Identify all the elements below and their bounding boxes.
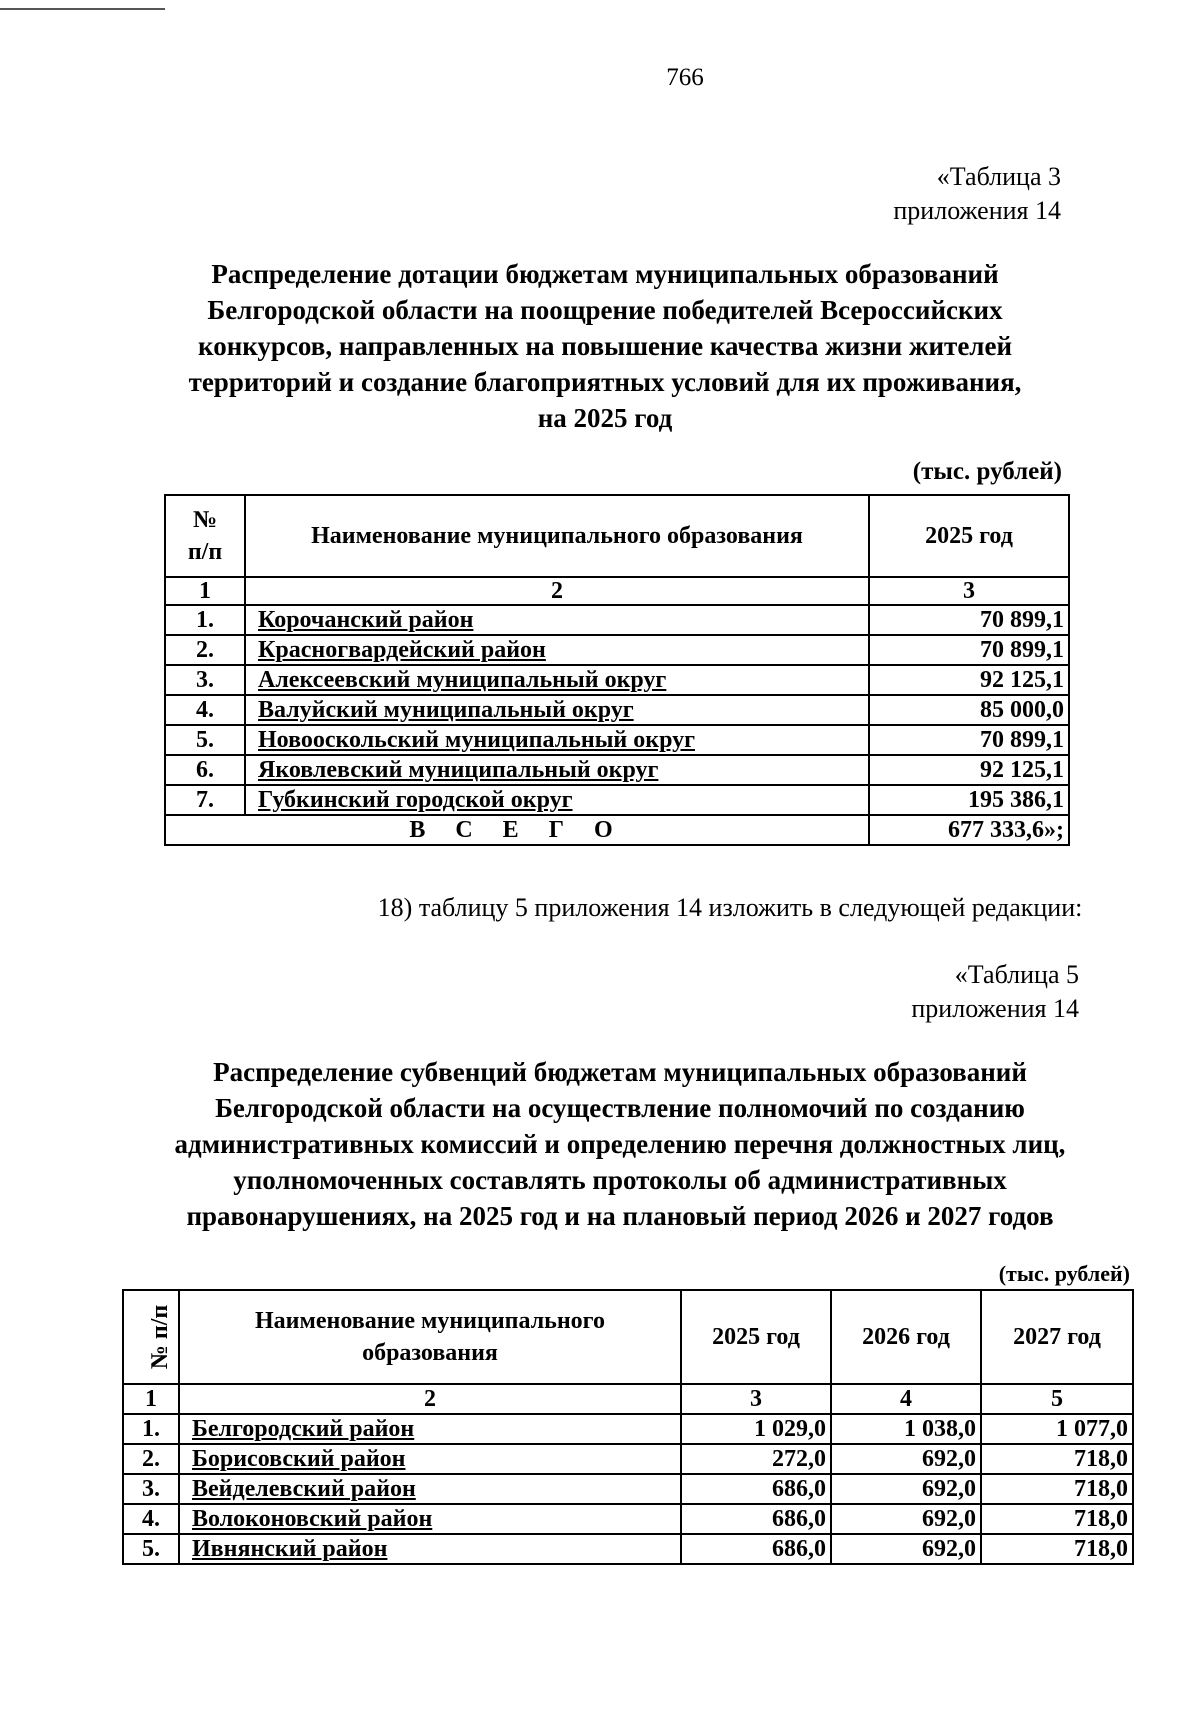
table-row xyxy=(165,605,1069,635)
table5-caption xyxy=(911,958,1079,1026)
row-num: 2. xyxy=(165,635,245,665)
row-num: 1. xyxy=(123,1414,179,1444)
total-value: 677 333,6»; xyxy=(869,815,1069,845)
row-name: Белгородский район xyxy=(179,1414,681,1444)
table-row xyxy=(123,1474,1133,1504)
table-row xyxy=(165,785,1069,815)
table-row xyxy=(165,695,1069,725)
row-value-2027: 718,0 xyxy=(981,1534,1133,1564)
index-cell: 5 xyxy=(981,1384,1133,1414)
table3-title-line: Белгородской области на поощрение победителей Всероссийских xyxy=(207,295,1003,325)
table5-title-line: Белгородской области на осуществление полномочий по созданию xyxy=(215,1093,1025,1123)
table3-caption-line1: «Таблица 3 xyxy=(936,162,1061,191)
row-name: Новооскольский муниципальный округ xyxy=(245,725,869,755)
row-value-2025: 686,0 xyxy=(681,1504,831,1534)
row-value-2025: 70 899,1 xyxy=(869,605,1069,635)
table3 xyxy=(164,494,1070,846)
row-value-2026: 692,0 xyxy=(831,1444,981,1474)
header-year-2025: 2025 год xyxy=(681,1290,831,1384)
table5-title-line: Распределение субвенций бюджетам муниципальных образований xyxy=(213,1057,1027,1087)
amendment-paragraph: 18) таблицу 5 приложения 14 изложить в следующей редакции: xyxy=(377,893,1083,922)
top-rule xyxy=(0,8,165,10)
row-value-2025: 195 386,1 xyxy=(869,785,1069,815)
row-value-2025: 70 899,1 xyxy=(869,635,1069,665)
table3-title-line: территорий и создание благоприятных условий для их проживания, xyxy=(188,367,1022,397)
index-cell: 4 xyxy=(831,1384,981,1414)
index-cell: 1 xyxy=(123,1384,179,1414)
index-cell: 2 xyxy=(179,1384,681,1414)
header-num xyxy=(123,1290,179,1384)
header-num-label: № п/п xyxy=(147,1304,174,1370)
row-num: 4. xyxy=(165,695,245,725)
table3-index-row xyxy=(165,577,1069,605)
row-num: 3. xyxy=(123,1474,179,1504)
row-value-2027: 718,0 xyxy=(981,1474,1133,1504)
header-name xyxy=(179,1290,681,1384)
row-value-2025: 92 125,1 xyxy=(869,665,1069,695)
table-row xyxy=(123,1534,1133,1564)
header-name-line1: Наименование муниципального xyxy=(255,1308,605,1334)
table-row xyxy=(123,1414,1133,1444)
row-name: Красногвардейский район xyxy=(245,635,869,665)
table5 xyxy=(122,1289,1134,1565)
table3-title xyxy=(160,256,1050,436)
row-num: 5. xyxy=(165,725,245,755)
table3-caption xyxy=(893,160,1061,228)
header-num-label: п/п xyxy=(187,539,223,565)
header-name: Наименование муниципального образования xyxy=(245,495,869,577)
table-row xyxy=(123,1444,1133,1474)
table5-caption-line1: «Таблица 5 xyxy=(954,960,1079,989)
index-cell: 1 xyxy=(165,577,245,605)
row-name: Ивнянский район xyxy=(179,1534,681,1564)
row-value-2025: 1 029,0 xyxy=(681,1414,831,1444)
row-value-2026: 692,0 xyxy=(831,1534,981,1564)
row-name: Губкинский городской округ xyxy=(245,785,869,815)
row-value-2025: 272,0 xyxy=(681,1444,831,1474)
row-value-2025: 686,0 xyxy=(681,1534,831,1564)
table3-title-line: Распределение дотации бюджетам муниципальных образований xyxy=(211,259,999,289)
row-value-2026: 1 038,0 xyxy=(831,1414,981,1444)
table-row xyxy=(165,635,1069,665)
row-value-2026: 692,0 xyxy=(831,1474,981,1504)
table3-unit: (тыс. рублей) xyxy=(912,458,1062,485)
table-row xyxy=(165,725,1069,755)
table5-caption-line2: приложения 14 xyxy=(911,994,1079,1023)
row-value-2025: 92 125,1 xyxy=(869,755,1069,785)
row-value-2027: 718,0 xyxy=(981,1504,1133,1534)
row-name: Корочанский район xyxy=(245,605,869,635)
header-name-line2: образования xyxy=(362,1340,498,1366)
row-num: 6. xyxy=(165,755,245,785)
table3-total-row xyxy=(165,815,1069,845)
row-name: Борисовский район xyxy=(179,1444,681,1474)
table5-header-row xyxy=(123,1290,1133,1384)
row-value-2025: 85 000,0 xyxy=(869,695,1069,725)
table-row xyxy=(123,1504,1133,1534)
table3-caption-line2: приложения 14 xyxy=(893,196,1061,225)
table-row xyxy=(165,755,1069,785)
row-name: Алексеевский муниципальный округ xyxy=(245,665,869,695)
row-num: 3. xyxy=(165,665,245,695)
table-row xyxy=(165,665,1069,695)
row-value-2025: 686,0 xyxy=(681,1474,831,1504)
total-label: В С Е Г О xyxy=(165,815,869,845)
row-value-2027: 718,0 xyxy=(981,1444,1133,1474)
index-cell: 3 xyxy=(681,1384,831,1414)
index-cell: 3 xyxy=(869,577,1069,605)
row-num: 5. xyxy=(123,1534,179,1564)
row-value-2025: 70 899,1 xyxy=(869,725,1069,755)
row-name: Волоконовский район xyxy=(179,1504,681,1534)
table5-title-line: правонарушениях, на 2025 год и на плановый период 2026 и 2027 годов xyxy=(186,1201,1054,1231)
header-year-2026: 2026 год xyxy=(831,1290,981,1384)
row-name: Яковлевский муниципальный округ xyxy=(245,755,869,785)
table3-title-line: на 2025 год xyxy=(537,403,673,433)
row-value-2027: 1 077,0 xyxy=(981,1414,1133,1444)
header-year-2027: 2027 год xyxy=(981,1290,1133,1384)
row-num: 1. xyxy=(165,605,245,635)
index-cell: 2 xyxy=(245,577,869,605)
row-num: 4. xyxy=(123,1504,179,1534)
table5-title-line: уполномоченных составлять протоколы об административных xyxy=(233,1165,1007,1195)
row-num: 2. xyxy=(123,1444,179,1474)
table3-header-row xyxy=(165,495,1069,577)
row-name: Валуйский муниципальный округ xyxy=(245,695,869,725)
row-name: Вейделевский район xyxy=(179,1474,681,1504)
header-year: 2025 год xyxy=(869,495,1069,577)
table5-index-row xyxy=(123,1384,1133,1414)
header-num-symbol: № xyxy=(192,507,218,533)
table3-title-line: конкурсов, направленных на повышение качества жизни жителей xyxy=(198,331,1012,361)
table5-unit: (тыс. рублей) xyxy=(998,1261,1130,1286)
page-number: 766 xyxy=(666,64,704,91)
table5-title xyxy=(150,1054,1090,1234)
row-num: 7. xyxy=(165,785,245,815)
row-value-2026: 692,0 xyxy=(831,1504,981,1534)
table5-title-line: административных комиссий и определению перечня должностных лиц, xyxy=(174,1129,1066,1159)
header-num xyxy=(165,495,245,577)
